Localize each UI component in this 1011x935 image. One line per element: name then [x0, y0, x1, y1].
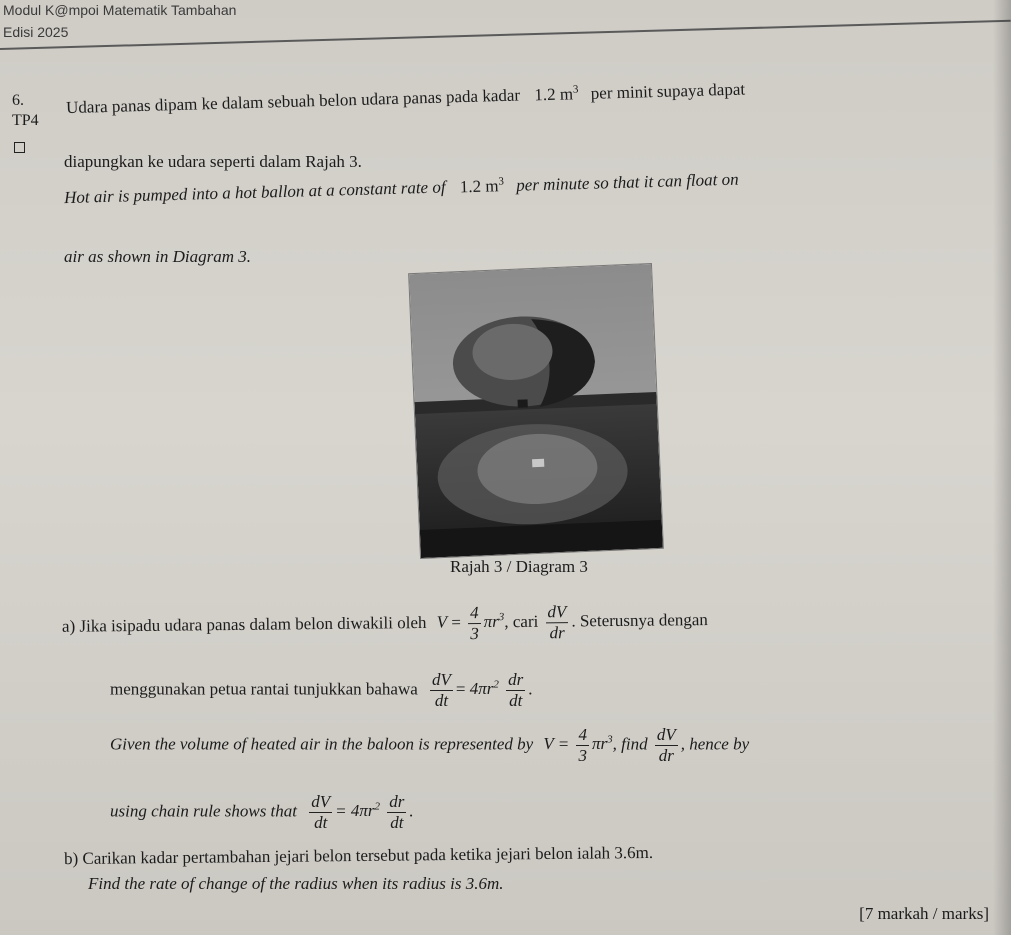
edition-label: Edisi 2025 [3, 24, 69, 40]
part-a-ms-line-2: menggunakan petua rantai tunjukkan bahawa $\frac{dV}{dt}$ = $4\pi r^2$ $\frac{dr}{dt}$ . [110, 670, 533, 710]
part-b-ms: b) Carikan kadar pertambahan jejari belon tersebut pada ketika jejari belon ialah 3.6m. [63, 842, 654, 869]
question-number: 6. [12, 92, 24, 109]
diagram-caption: Rajah 3 / Diagram 3 [450, 557, 588, 576]
hot-air-balloon-photo [408, 263, 664, 559]
intro-en-line-2: air as shown in Diagram 3. [64, 247, 252, 266]
module-title: Modul K@mpoi Matematik Tambahan [3, 2, 237, 18]
checkbox-icon[interactable] [14, 142, 25, 153]
intro-en-line-1: Hot air is pumped into a hot ballon at a constant rate of 1.2 $m^3$ per minute so that it can float on [63, 169, 739, 208]
page-edge-shadow [993, 0, 1011, 935]
part-b-en: Find the rate of change of the radius when its radius is 3.6m. [88, 874, 504, 893]
rate-en: 1.2 $m^3$ [459, 175, 505, 197]
part-a-en-line-2: using chain rule shows that $\frac{dV}{dt}$ = $4\pi r^2$ $\frac{dr}{dt}$ . [110, 792, 414, 832]
intro-ms-line-1: Udara panas dipam ke dalam sebuah belon udara panas pada kadar 1.2 $m^3$ per minit supaya dapat [65, 79, 746, 118]
level-tag: TP4 [12, 112, 39, 129]
rate-ms: 1.2 $m^3$ [534, 83, 579, 105]
intro-ms-line-2: diapungkan ke udara seperti dalam Rajah 3. [64, 152, 362, 171]
marks-label: [7 markah / marks] [859, 904, 989, 923]
part-a-ms-line-1: a) Jika isipadu udara panas dalam belon diwakili oleh V = $\frac{4}{3}$ $\pi r^3$, cari $\frac{dV}{dr}$ . Seterusnya dengan [61, 602, 708, 644]
part-a-en-line-1: Given the volume of heated air in the baloon is represented by V = $\frac{4}{3}$ $\pi r^3$, find $\frac{dV}{dr}$ , hence by [110, 725, 750, 765]
